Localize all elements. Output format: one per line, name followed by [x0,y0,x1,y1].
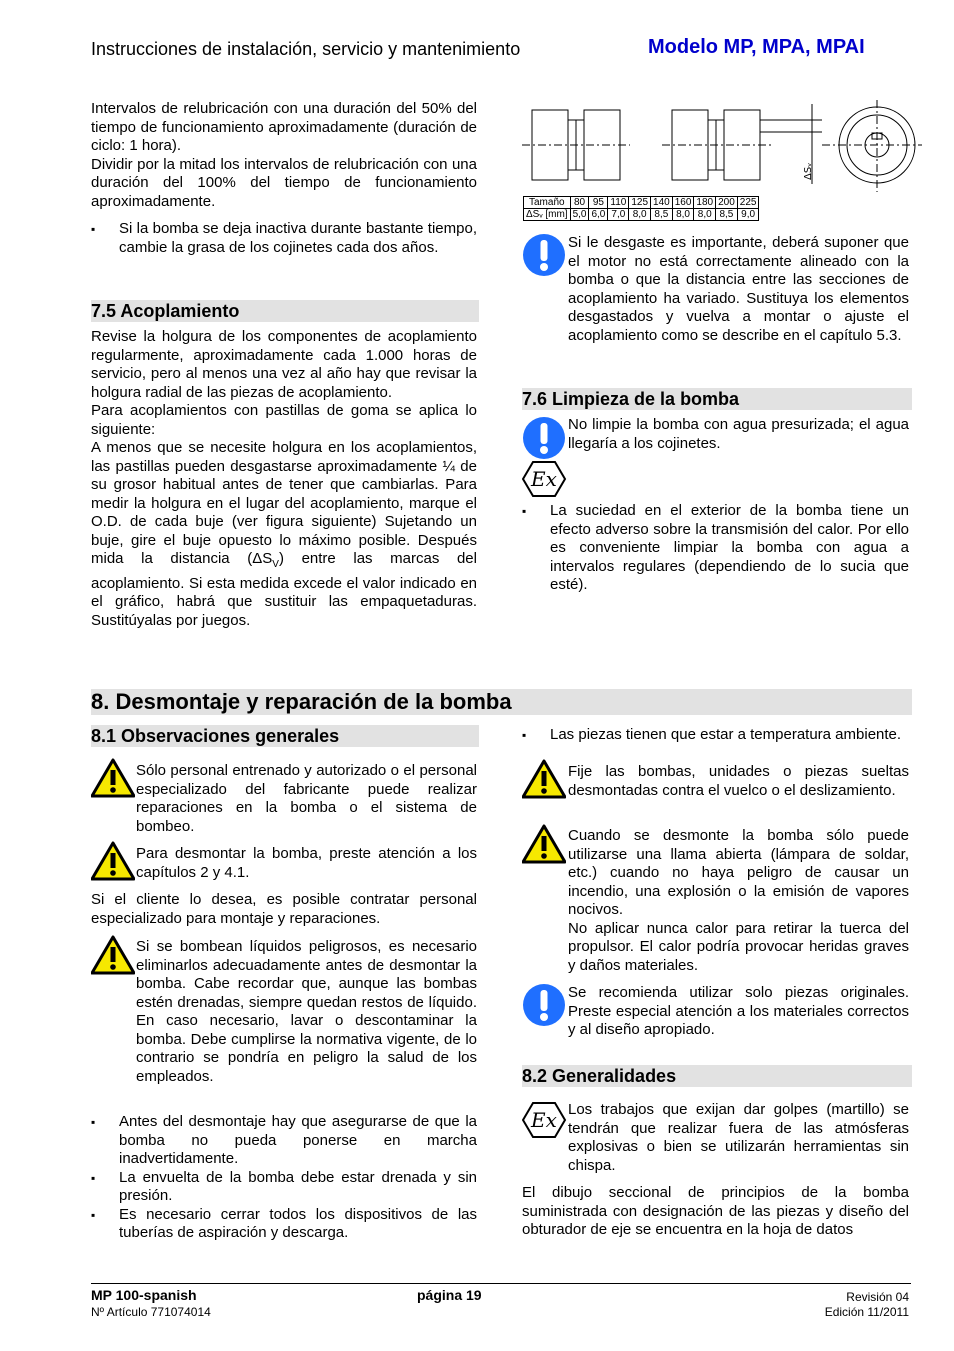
table-cell: 8,5 [716,209,738,221]
table-cell: 8,0 [672,209,694,221]
table-row-label: Tamaño [524,197,571,209]
exclamation-circle-icon [522,983,566,1027]
header-title: Instrucciones de instalación, servicio y mantenimiento [91,39,521,59]
warning-triangle-icon [522,759,566,801]
list-item: ▪ La envuelta de la bomba debe estar drenada y sin presión. [91,1169,477,1206]
original-parts-note: Se recomienda utilizar solo piezas originales. Preste especial atención a los materiales correctos y al diseño apropiado. [568,984,909,1038]
cleaning-note: No limpie la bomba con agua presurizada; el agua llegaría a los cojinetes. [568,416,909,452]
footer-rule [91,1283,911,1284]
exclamation-circle-icon [522,416,566,460]
table-cell: 110 [608,197,629,209]
warning-note-3: Si se bombean líquidos peligrosos, es necesario eliminarlos adecuadamente antes de desmontar la bomba. Cabe recordar que, aunque las bombas estén drenadas, siempre quedan restos de líquido. En caso necesario, lavar o descontaminar la bomba. Debe cumplirse la normativa vigente, de lo contrario se pondría en peligro la salud de los empleados. [136,938,477,1085]
exclamation-circle-icon [522,233,566,277]
footer-revision: Revisión 04 [846,1290,909,1304]
cleaning-bullet-1: ▪ La suciedad en el exterior de la bomba tiene un efecto adverso sobre la transmisión del calor. Por ello es conveniente limpiar la bomba con agua a intervalos regulares (dependiendo de lo sucia que esté). [522,502,909,595]
warning-note-5 [568,827,909,975]
table-cell: 8,5 [651,209,673,221]
section-title-8: 8. Desmontaje y reparación de la bomba [91,689,912,715]
footer-doc: MP 100-spanish [91,1287,197,1303]
section-7-5-p3b: ) entre las marcas del acoplamiento. Si esta medida excede el valor indicado en el gráfico, habrá que sustituir las empaquetaduras. Sustitúyalas por juegos. [91,550,477,629]
table-cell: 225 [737,197,759,209]
warning-note-5a: Cuando se desmonte la bomba sólo puede utilizarse una llama abierta (lámpara de soldar, etc.) cuando no haya peligro de causar un incendio, una explosión o la emisión de vapores nocivos. [568,827,909,918]
warning-note-2: Para desmontar la bomba, preste atención a los capítulos 2 y 4.1. [136,845,477,881]
ex-hexagon-icon [522,1101,568,1139]
table-cell: 6,0 [589,209,608,221]
section-8-col2-bullets [522,726,909,745]
list-item: ▪ Las piezas tienen que estar a temperatura ambiente. [522,726,909,745]
section-title-8-1: 8.1 Observaciones generales [91,725,479,747]
footer-article: Nº Artículo 771074014 [91,1305,211,1319]
coupling-figure [522,100,922,195]
ex-hexagon-icon [522,460,568,498]
table-row [524,197,759,209]
footer-page: página 19 [417,1287,482,1303]
section-7-5-p3a: A menos que se necesite holgura en los acoplamientos, las pastillas pueden desgastarse aproximadamente ¼ de su grosor habitual antes de tener que cambiarlas. Para medir la holgura en el lugar del acoplamiento, marque el O.D. de cada buje (ver figura siguiente) Sujetando un buje, gire el buje opuesto lo máximo posible. Después mida la distancia (ΔS [91,439,477,567]
table-cell: 5,0 [570,209,589,221]
header-model: Modelo MP, MPA, MPAI [648,36,865,58]
table-cell: 8,0 [694,209,716,221]
section-title-7-5: 7.5 Acoplamiento [91,300,479,322]
table-cell: 160 [672,197,694,209]
section-8-1-bullets [91,1113,477,1243]
table-cell: 9,0 [737,209,759,221]
intro-paragraph-2: Dividir por la mitad los intervalos de relubricación con una duración del 100% del tiempo de funcionamiento aproximadamente. [91,155,477,210]
delta-sv-label: ΔSᵥ [803,162,814,180]
warning-triangle-icon [91,758,135,800]
table-row [524,209,759,221]
warning-triangle-icon [91,841,135,883]
warning-triangle-icon [91,935,135,977]
section-8-1-paragraph: Si el cliente lo desea, es posible contratar personal especializado para montaje y reparaciones. [91,891,477,927]
section-7-5-body [91,328,477,630]
intro-bullet-1: ▪ Si la bomba se deja inactiva durante bastante tiempo, cambie la grasa de los cojinetes cada dos años. [91,220,477,257]
table-cell: 200 [716,197,738,209]
table-cell: 95 [589,197,608,209]
table-cell: 140 [651,197,673,209]
coupling-size-table [523,196,759,221]
section-7-5-paragraph-3 [91,439,477,630]
intro-bullets [91,220,477,257]
wear-note: Si le desgaste es importante, deberá suponer que el motor no está correctamente alineado con la bomba o que la distancia entre las secciones de acoplamiento ha variado. Sustituya los elementos desgastados y vuelva a montar o ajuste el acoplamiento como se describe en el capítulo 5.3. [568,234,909,344]
warning-note-4: Fije las bombas, unidades o piezas sueltas desmontadas contra el vuelco o el deslizamiento. [568,763,909,799]
section-7-5-paragraph-1: Revise la holgura de los componentes de acoplamiento regularmente, aproximadamente cada 1.000 horas de servicio, pero al menos una vez al año hay que revisar la holgura radial de las piezas de acoplamiento. [91,328,477,401]
table-cell: 80 [570,197,589,209]
table-cell: 125 [629,197,651,209]
table-row-label: ΔSᵥ [mm] [524,209,571,221]
section-7-5-paragraph-2: Para acoplamientos con pastillas de goma se aplica lo siguiente: [91,402,477,438]
cleaning-bullets [522,502,909,595]
warning-note-5b: No aplicar nunca calor para retirar la tuerca del propulsor. El calor podría provocar heridas graves y daños materiales. [568,919,909,974]
table-cell: 180 [694,197,716,209]
warning-note-1: Sólo personal entrenado y autorizado o el personal especializado del fabricante puede realizar reparaciones en la bomba o el sistema de bombeo. [136,762,477,835]
ex-note: Los trabajos que exijan dar golpes (martillo) se tendrán que realizar fuera de las atmósferas explosivas o bien se utilizarán herramientas sin chispa. [568,1101,909,1174]
section-7-5-p3-subscript: V [272,559,279,570]
footer-edition: Edición 11/2011 [824,1305,909,1319]
intro-block [91,100,477,257]
warning-triangle-icon [522,824,566,866]
intro-paragraph-1: Intervalos de relubricación con una duración del 50% del tiempo de funcionamiento aproximadamente (duración de ciclo: 1 hora). [91,100,477,154]
section-8-2-paragraph: El dibujo seccional de principios de la bomba suministrada con designación de las piezas y diseño del obturador de eje se encuentra en la hoja de datos [522,1184,909,1238]
list-item: ▪ Antes del desmontaje hay que asegurarse de que la bomba no pueda ponerse en marcha inadvertidamente. [91,1113,477,1169]
table-cell: 8,0 [629,209,651,221]
table-cell: 7,0 [608,209,629,221]
section-title-8-2: 8.2 Generalidades [522,1065,912,1087]
section-title-7-6: 7.6 Limpieza de la bomba [522,388,912,410]
list-item: ▪ Es necesario cerrar todos los dispositivos de las tuberías de aspiración y descarga. [91,1206,477,1243]
